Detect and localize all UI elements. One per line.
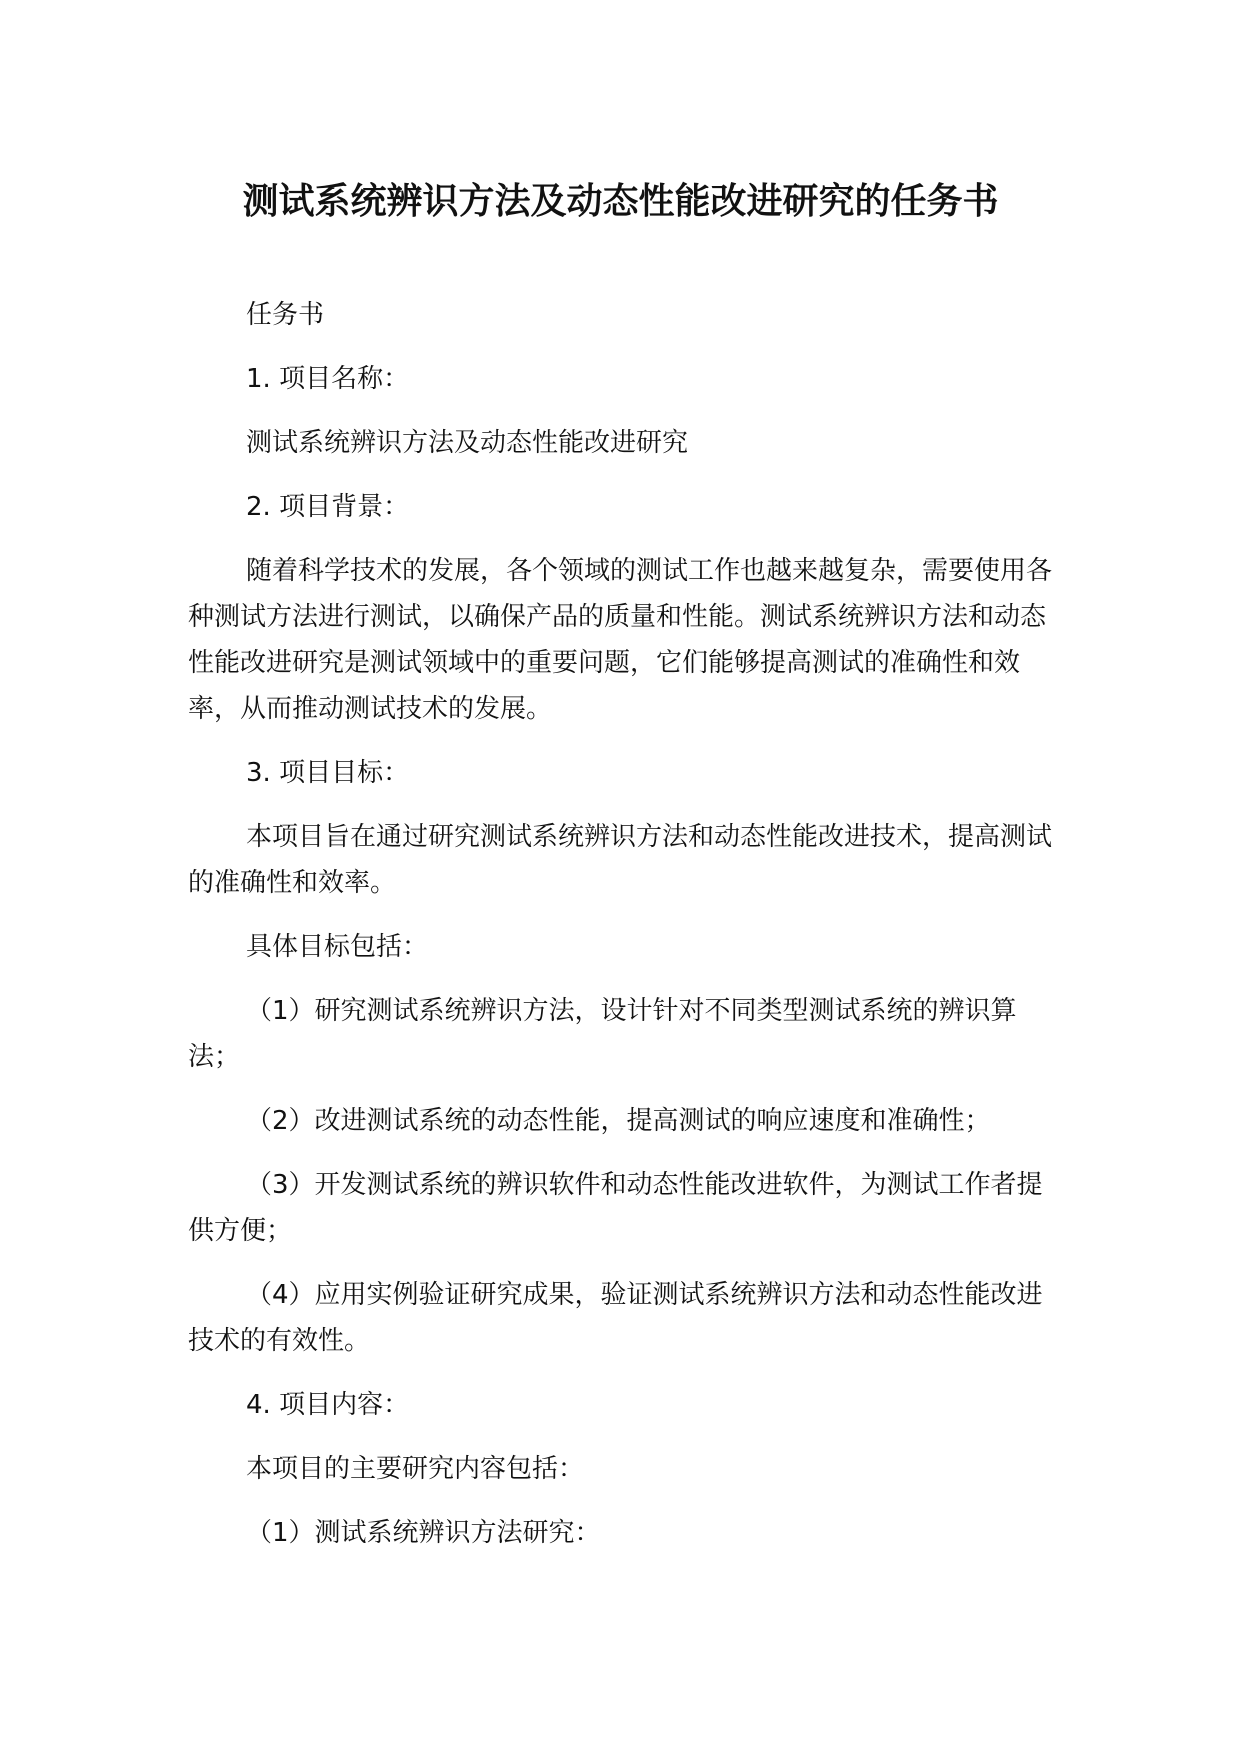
list-item-goal-3: （3）开发测试系统的辨识软件和动态性能改进软件，为测试工作者提供方便； <box>188 1170 1043 1246</box>
paragraph-specific-goals: 具体目标包括： <box>246 932 429 962</box>
paragraph-task-book: 任务书 <box>246 300 325 330</box>
document-title: 测试系统辨识方法及动态性能改进研究的任务书 <box>242 181 999 222</box>
paragraph-project-name: 测试系统辨识方法及动态性能改进研究 <box>246 428 689 458</box>
paragraph-project-background: 随着科学技术的发展，各个领域的测试工作也越来越复杂，需要使用各种测试方法进行测试，以确保产品的质量和性能。测试系统辨识方法和动态性能改进研究是测试领域中的重要问题，它们能够提高测试的准确性和效率，从而推动测试技术的发展。 <box>188 556 1053 724</box>
heading-project-content: 4. 项目内容： <box>246 1390 410 1420</box>
paragraph-project-content: 本项目的主要研究内容包括： <box>246 1454 585 1484</box>
heading-project-name: 1. 项目名称： <box>246 364 410 394</box>
paragraph-project-goals: 本项目旨在通过研究测试系统辨识方法和动态性能改进技术，提高测试的准确性和效率。 <box>188 822 1053 898</box>
list-item-goal-4: （4）应用实例验证研究成果，验证测试系统辨识方法和动态性能改进技术的有效性。 <box>188 1280 1043 1356</box>
heading-project-background: 2. 项目背景： <box>246 492 410 522</box>
list-item-goal-2: （2）改进测试系统的动态性能，提高测试的响应速度和准确性； <box>246 1106 991 1136</box>
heading-project-goals: 3. 项目目标： <box>246 758 410 788</box>
list-item-goal-1: （1）研究测试系统辨识方法，设计针对不同类型测试系统的辨识算法； <box>188 996 1017 1072</box>
list-item-content-1: （1）测试系统辨识方法研究： <box>246 1518 601 1548</box>
